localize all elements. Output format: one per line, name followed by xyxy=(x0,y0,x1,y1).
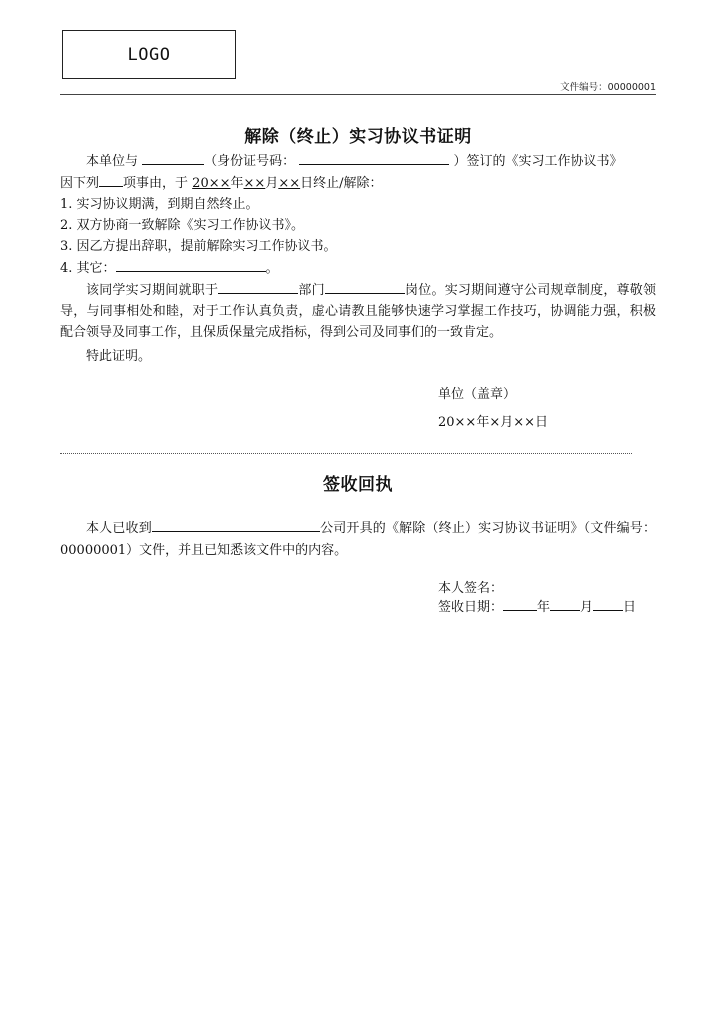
intro-line xyxy=(60,150,656,172)
intro-prefix: 本单位与 xyxy=(86,154,139,169)
termination-month: ×× xyxy=(243,176,266,191)
termination-day: ×× xyxy=(278,176,301,191)
reason-suffix: 日终止/解除： xyxy=(300,176,383,191)
receipt-year-blank xyxy=(503,596,537,611)
certificate-body xyxy=(60,150,656,367)
id-label: （身份证号码： xyxy=(204,154,296,169)
month-char: 月 xyxy=(265,176,279,191)
name-blank xyxy=(142,150,204,165)
seal-label: 单位（盖章） xyxy=(438,387,517,402)
signed-suffix: ）签订的《实习工作协议书》 xyxy=(453,154,623,169)
other-suffix: 。 xyxy=(265,261,279,276)
receipt-month-blank xyxy=(550,596,580,611)
list-item-other xyxy=(60,257,656,279)
reason-prefix: 因下列 xyxy=(60,176,100,191)
signature-label: 本人签名： xyxy=(438,581,504,596)
document-number: 文件编号：00000001 xyxy=(560,82,656,93)
cut-line xyxy=(60,453,632,454)
receipt-date-label: 签收日期： xyxy=(438,600,504,615)
other-label: 4. 其它： xyxy=(60,261,116,276)
issue-date: 20××年×月××日 xyxy=(438,415,549,430)
receipt-title: 签收回执 xyxy=(323,475,393,495)
work-paragraph xyxy=(60,279,656,343)
receipt-rest: 公司开具的《解除（终止）实习协议书证明》（文件编号：00000001）文件，并且已知悉该文件中的内容。 xyxy=(60,521,656,558)
receipt-day-blank xyxy=(593,596,623,611)
reason-number-blank xyxy=(99,172,123,187)
position-blank xyxy=(325,279,405,294)
work-rest: 岗位。实习期间遵守公司规章制度，尊敬领导，与同事相处和睦，对于工作认真负责，虚心请教且能够快速学习掌握工作技巧，协调能力强，积极配合领导及同事工作，且保质保量完成指标，得到公司及同事们的一致肯定。 xyxy=(60,283,656,340)
receipt-month: 月 xyxy=(580,600,594,615)
closing: 特此证明。 xyxy=(86,349,152,364)
termination-year: 20×× xyxy=(192,176,231,191)
company-logo: LOGO xyxy=(62,30,236,79)
receipt-year: 年 xyxy=(537,600,551,615)
list-item: 1. 实习协议期满，到期自然终止。 xyxy=(60,197,259,212)
department-blank xyxy=(218,279,298,294)
work-dept: 部门 xyxy=(298,283,325,298)
company-blank xyxy=(152,517,320,532)
reason-line xyxy=(60,172,656,194)
list-item: 2. 双方协商一致解除《实习工作协议书》。 xyxy=(60,218,305,233)
work-prefix: 该同学实习期间就职于 xyxy=(86,283,219,298)
id-number-blank xyxy=(299,150,449,165)
certificate-title: 解除（终止）实习协议书证明 xyxy=(244,127,472,147)
receipt-body xyxy=(60,517,656,562)
receipt-date-line xyxy=(438,596,636,615)
receipt-paragraph xyxy=(60,517,656,562)
receipt-day: 日 xyxy=(623,600,637,615)
header-divider xyxy=(60,94,656,95)
year-char: 年 xyxy=(230,176,244,191)
receipt-prefix: 本人已收到 xyxy=(86,521,152,536)
list-item: 3. 因乙方提出辞职，提前解除实习工作协议书。 xyxy=(60,239,337,254)
reason-mid: 项事由，于 xyxy=(123,176,189,191)
other-blank xyxy=(116,257,266,272)
